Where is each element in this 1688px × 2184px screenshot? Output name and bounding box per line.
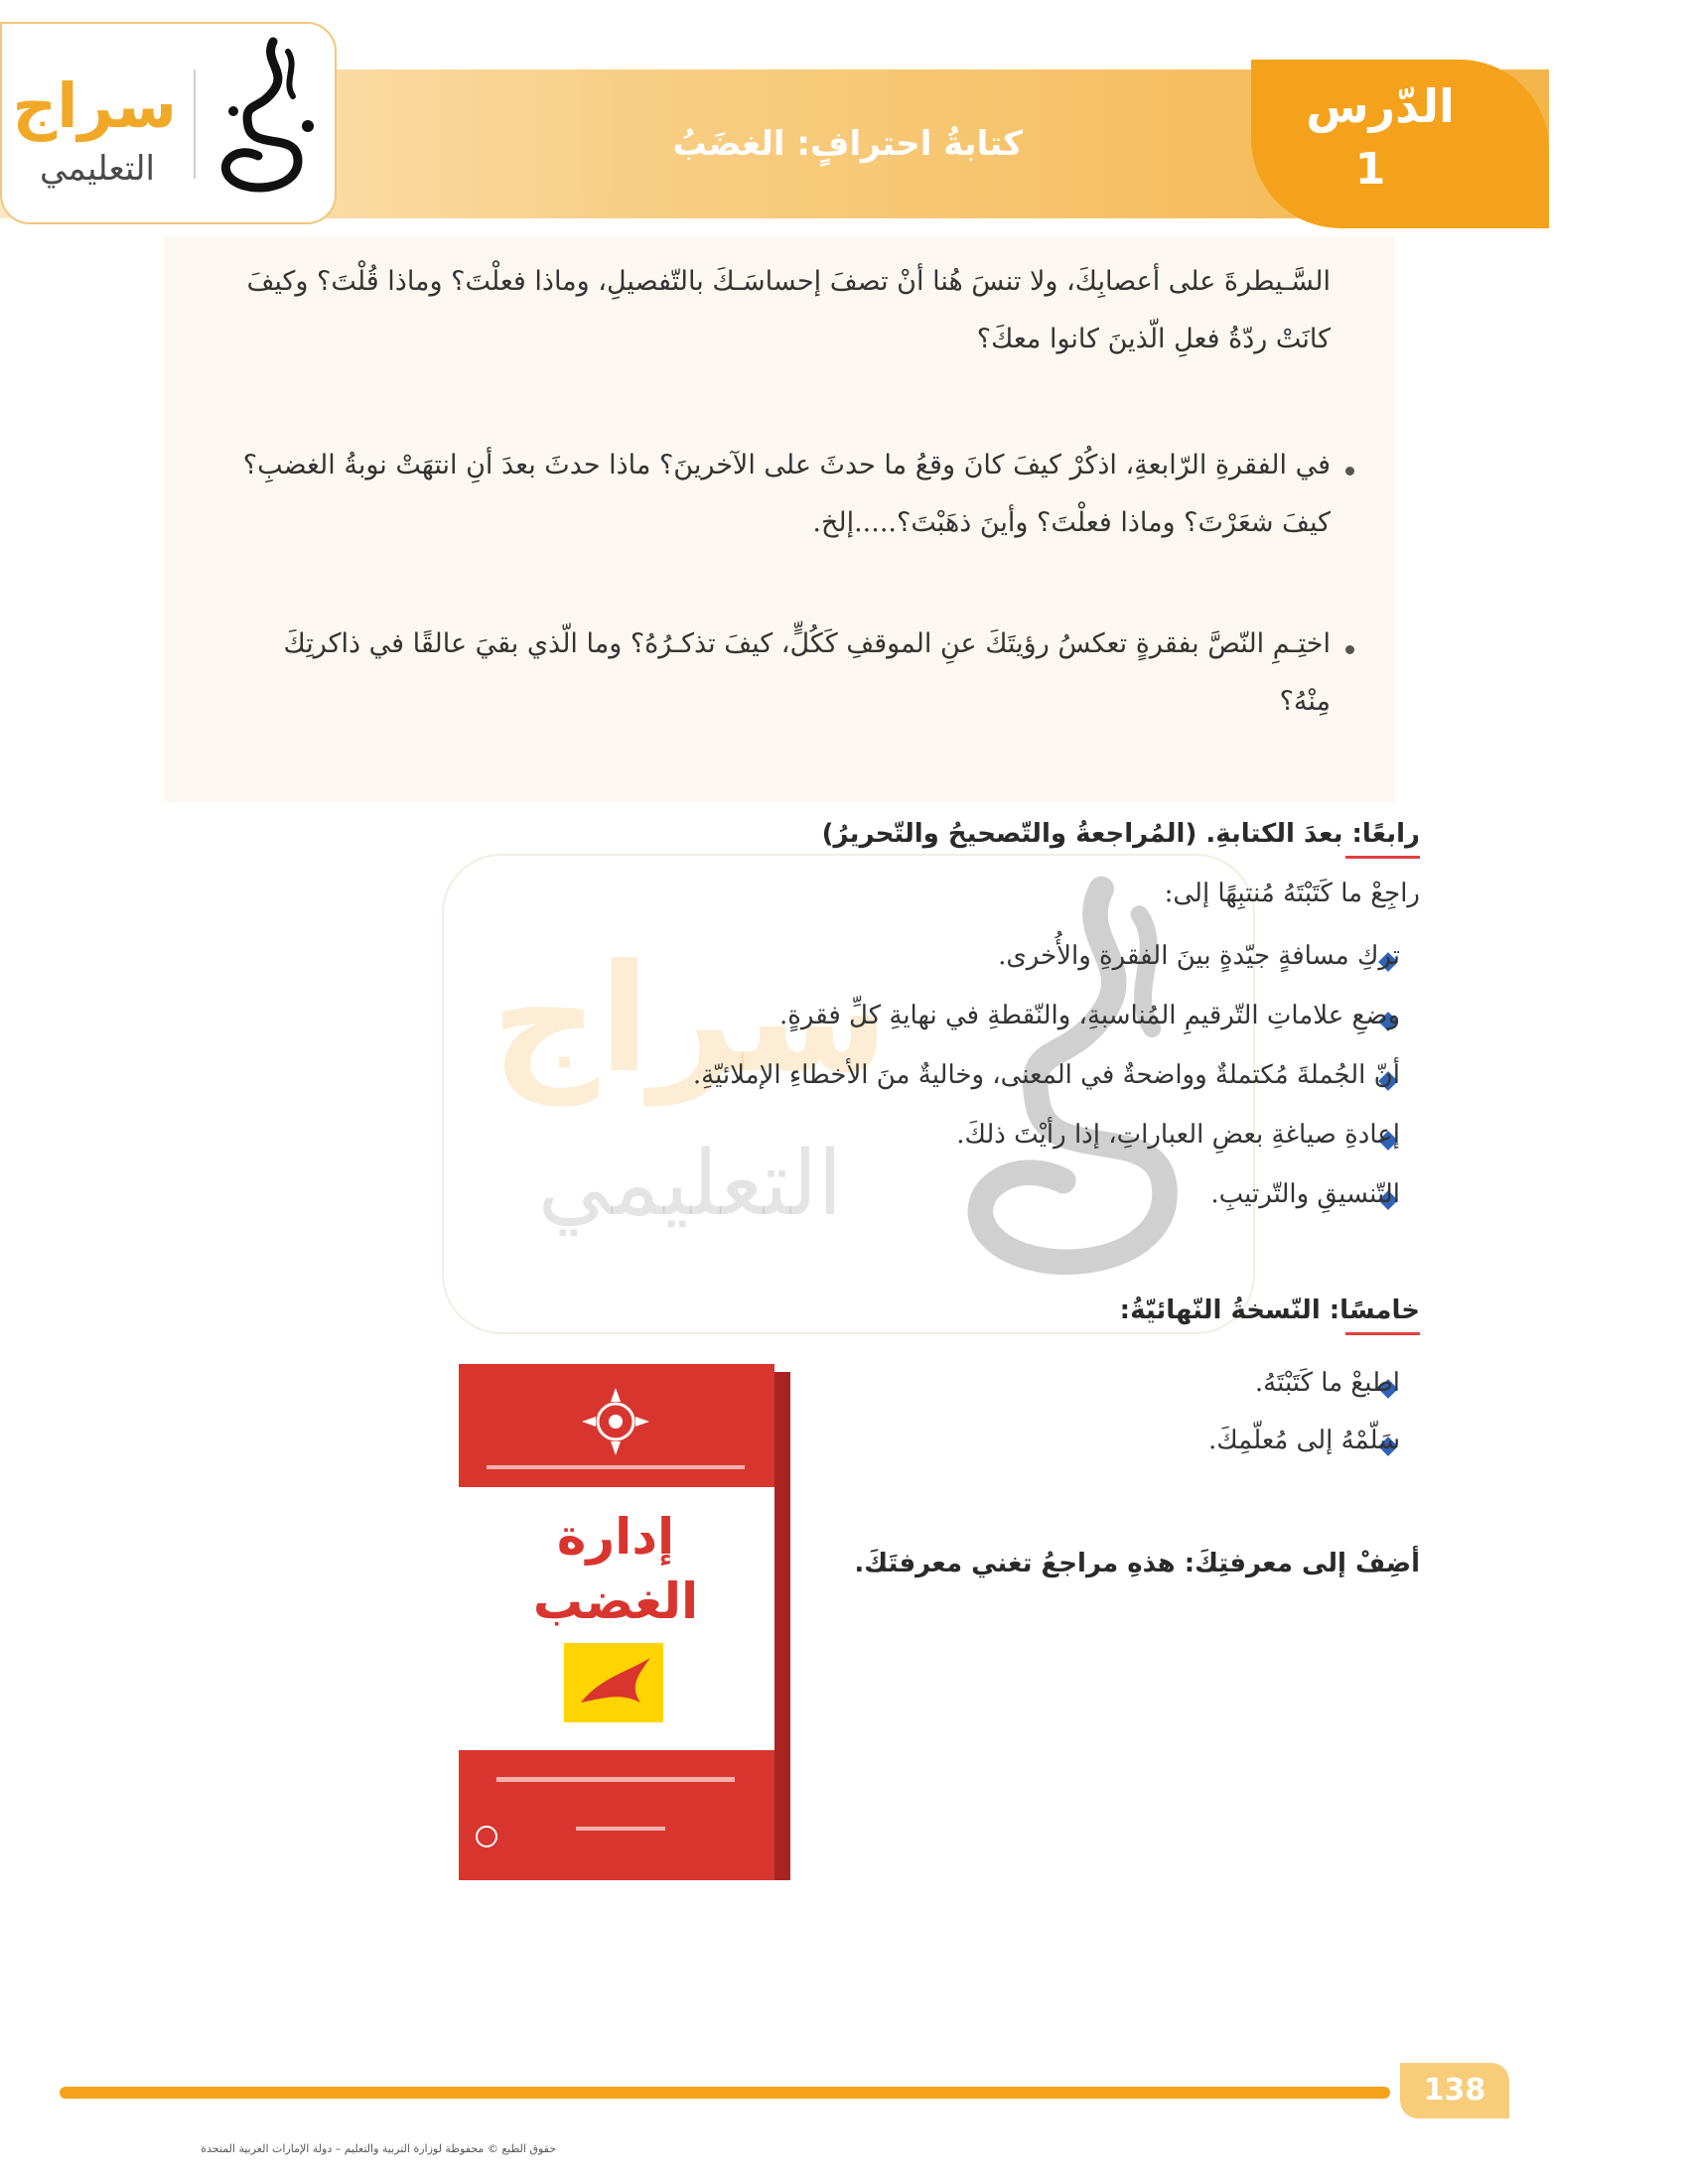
knowledge-note: أضِفْ إلى معرفتِكَ: هذهِ مراجعُ تغني معرفتَكَ. <box>854 1549 1420 1578</box>
section-five-heading: خامسًا: النّسخةُ النّهائيّةُ: <box>1119 1296 1420 1325</box>
heading-underline <box>1345 856 1420 859</box>
final-step-item: سَلّمْهُ إلى مُعلّمِكَ. <box>1208 1426 1400 1455</box>
prompt-bullet-fourth-paragraph <box>189 437 1331 552</box>
book-spine <box>773 1372 790 1880</box>
checklist-item: إعادةِ صياغةِ بعضِ العباراتِ، إذا رأيْتَ ذلكَ. <box>956 1120 1400 1150</box>
watermark-subtitle: التعليمي <box>537 1132 843 1236</box>
section-four-heading: رابعًا: بعدَ الكتابةِ. (المُراجعةُ والتّصحيحُ والتّحريرُ) <box>821 819 1420 849</box>
checklist-item: أنّ الجُملةَ مُكتملةٌ وواضحةٌ في المعنى، وخاليةٌ منَ الأخطاءِ الإملائيّةِ. <box>692 1060 1400 1090</box>
logo-subtitle: التعليمي <box>40 149 155 189</box>
checklist-item: تركِ مسافةٍ جيّدةٍ بينَ الفقرةِ والأُخرى. <box>998 941 1400 971</box>
prompt-line: كانَتْ ردّةُ فعلِ الّذينَ كانوا معكَ؟ <box>976 324 1331 354</box>
prompt-line: مِنْهُ؟ <box>1279 686 1331 717</box>
bullet-dot-icon <box>1345 645 1354 654</box>
book-cover-image <box>457 1360 794 1886</box>
page-number: 138 <box>1423 2073 1486 2108</box>
calligraphy-logo-icon <box>204 32 328 210</box>
logo-divider <box>194 69 196 179</box>
footer-bar <box>60 2087 1390 2099</box>
prompt-line: اختِـمِ النّصَّ بفقرةٍ تعكسُ رؤيتَكَ عنِ الموقفِ كَكُلٍّ، كيفَ تذكـرُهُ؟ وما الّذي بقيَ عالقًا في ذاكرتِكَ <box>283 628 1331 659</box>
book-title-line-1: إدارة <box>556 1508 675 1566</box>
final-step-item: اطبعْ ما كَتَبْتَهُ. <box>1254 1368 1400 1398</box>
lesson-number: 1 <box>1354 144 1386 195</box>
lesson-label: الدّرس <box>1306 79 1455 133</box>
watermark-word: سراج <box>491 933 890 1106</box>
prompt-line: السَّـيطرةَ على أعصابِكَ، ولا تنسَ هُنا أنْ تصفَ إحساسَـكَ بالتّفصيلِ، وماذا فعلْتَ؟ وماذا قُلْتَ؟ وكيفَ <box>246 266 1331 297</box>
prompt-line: في الفقرةِ الرّابعةِ، اذكُرْ كيفَ كانَ وقعُ ما حدثَ على الآخرينَ؟ ماذا حدثَ بعدَ أنِ انتهَتْ نوبةُ الغضبِ؟ <box>242 450 1331 480</box>
prompt-bullet-conclusion <box>189 615 1331 731</box>
heading-underline <box>1345 1332 1420 1335</box>
book-title-line-2: الغضب <box>532 1572 699 1630</box>
page-title: كتابةُ احترافٍ: الغضَبُ <box>672 124 1023 164</box>
section-four-intro: راجِعْ ما كَتَبْتَهُ مُنتبِهًا إلى: <box>1164 879 1420 908</box>
watermark-calligraphy-icon <box>923 864 1241 1320</box>
prompt-continuation <box>189 253 1331 368</box>
prompt-line: كيفَ شعَرْتَ؟ وماذا فعلْتَ؟ وأينَ ذهَبْتَ؟.....إلخ. <box>812 507 1331 538</box>
checklist-item: التّنسيقِ والتّرتيبِ. <box>1210 1179 1400 1209</box>
bullet-dot-icon <box>1345 467 1354 476</box>
checklist-item: وضعِ علاماتِ التّرقيمِ المُناسبةِ، والنّقطةِ في نهايةِ كلِّ فقرةٍ. <box>778 1001 1400 1030</box>
copyright-notice: حقوق الطبع © محفوظة لوزارة التربية والتعليم – دولة الإمارات العربية المتحدة <box>201 2142 556 2155</box>
logo-word: سراج <box>12 69 177 142</box>
